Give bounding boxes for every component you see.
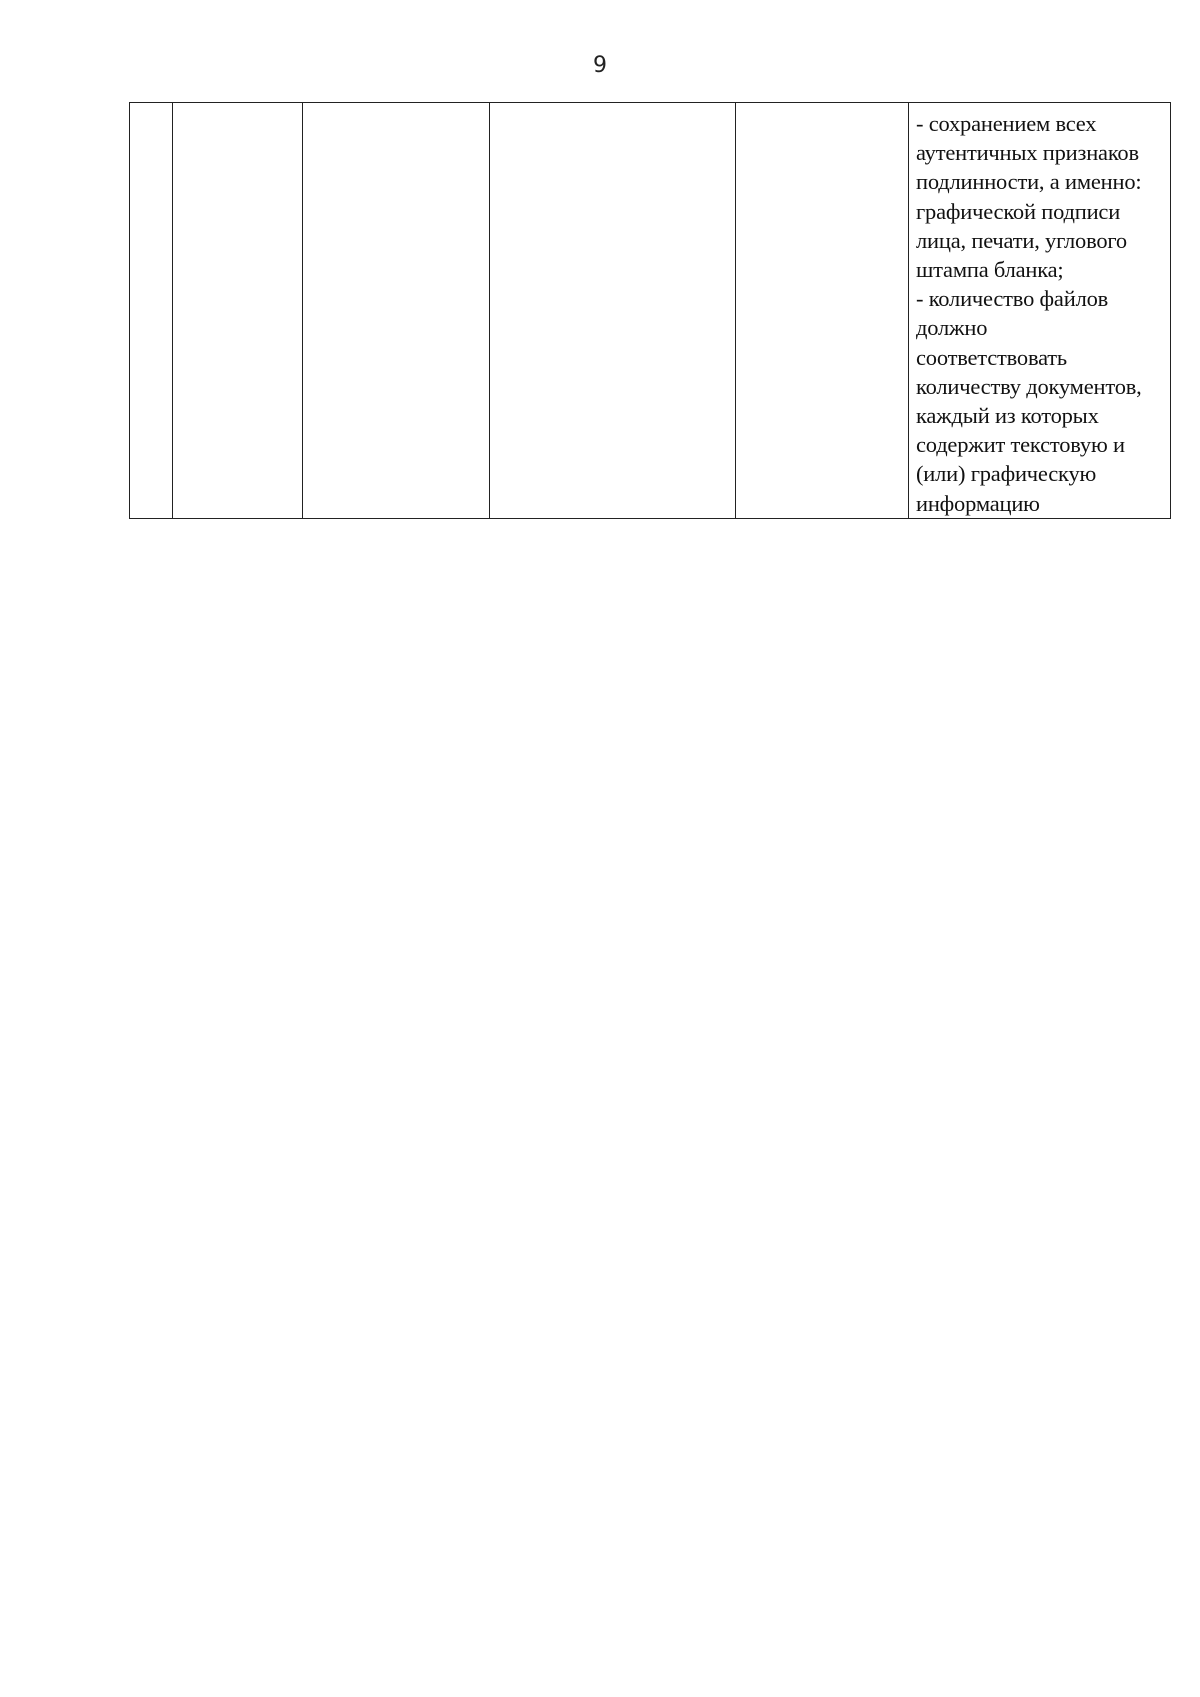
text-line: (или) графическую [916, 461, 1097, 487]
text-line: каждый из которых [916, 403, 1099, 429]
requirements-text [909, 103, 1170, 518]
text-line: графической подписи [916, 198, 1121, 224]
table-cell-1 [130, 103, 173, 519]
text-line: - сохранением всех [916, 111, 1097, 136]
text-line: - количество файлов [916, 286, 1109, 312]
text-line: аутентичных признаков [916, 140, 1139, 166]
table-cell-2 [173, 103, 303, 519]
text-line: лица, печати, углового [916, 227, 1127, 253]
table-cell-4 [490, 103, 736, 519]
document-table [129, 102, 1171, 519]
text-line: количеству документов, [916, 373, 1142, 399]
table-cell-3 [303, 103, 490, 519]
text-line: соответствовать [916, 344, 1067, 370]
table-cell-requirements [909, 103, 1171, 519]
text-line: штампа бланка; [916, 257, 1064, 283]
table-cell-5 [736, 103, 909, 519]
text-line: информацию [916, 490, 1040, 516]
page-number: 9 [593, 53, 607, 78]
text-line: должно [916, 315, 988, 341]
table-row [130, 103, 1171, 519]
text-line: подлинности, а именно: [916, 169, 1142, 195]
text-line: содержит текстовую и [916, 432, 1125, 458]
